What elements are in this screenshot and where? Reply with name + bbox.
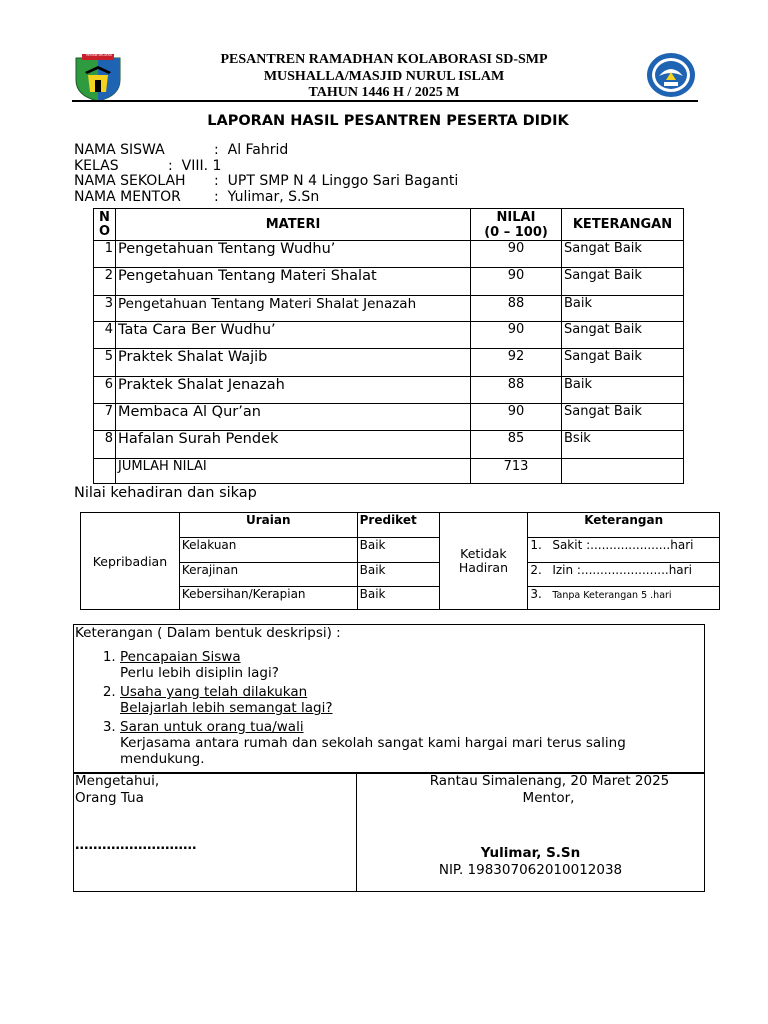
mentor-signature [357,773,704,879]
logo-caption: PESISIR SELATAN [86,53,112,57]
uraian-cell: Kerajinan [179,563,357,587]
grades-header-row [94,209,684,241]
description-list [74,649,704,767]
col-nilai-header-line-1: NILAI [496,209,536,225]
attitude-table [80,512,720,610]
grade-nilai-cell: 88 [471,296,562,322]
ketidakhadiran-line-1: Ketidak [460,546,507,561]
col-keterangan-header: KETERANGAN [562,209,684,241]
grade-nilai-cell: 90 [471,322,562,349]
signature-box [73,772,705,892]
student-name-label: NAMA SISWA [74,142,165,158]
student-class-value: VIII. 1 [181,157,222,174]
student-class-label: KELAS [74,157,119,174]
grade-row [94,377,684,404]
total-empty-cell [94,459,116,484]
description-heading: Keterangan ( Dalam bentuk deskripsi) : [75,625,341,641]
grade-keterangan-cell: Sangat Baik [562,349,684,377]
col-uraian-header: Uraian [179,513,357,538]
grade-keterangan-cell: Sangat Baik [562,322,684,349]
prediket-cell: Baik [357,563,439,587]
student-mentor-value: Yulimar, S.Sn [227,188,320,205]
grade-keterangan-cell: Sangat Baik [562,404,684,431]
absence-number: 3. [530,587,542,601]
col-no-header-line-1: N [99,209,110,225]
parent-signature [75,773,197,854]
ketidakhadiran-line-2: Hadiran [458,560,509,575]
grade-materi-cell: Pengetahuan Tentang Wudhu’ [116,241,471,268]
description-item-title: 2. Usaha yang telah dilakukan [120,684,308,700]
grade-no-cell: 8 [94,431,116,459]
student-school-value: UPT SMP N 4 Linggo Sari Baganti [227,173,459,189]
student-mentor-row [74,190,594,206]
grade-row [94,431,684,459]
grade-row [94,296,684,322]
grade-materi-cell: Membaca Al Qur’an [116,404,471,431]
student-school-label: NAMA SEKOLAH [74,173,186,189]
description-item [120,684,704,716]
header-line-1: PESANTREN RAMADHAN KOLABORASI SD-SMP [220,52,548,67]
grade-materi-cell: Praktek Shalat Jenazah [116,377,471,404]
description-box [73,624,705,774]
mentor-role: Mentor, [522,790,575,806]
colon: : [214,188,219,205]
report-title: LAPORAN HASIL PESANTREN PESERTA DIDIK [207,113,569,129]
description-item [120,719,704,767]
prediket-cell: Baik [357,587,439,610]
acknowledged-label: Mengetahui, [75,773,160,789]
colon: : [168,157,173,174]
grade-row [94,349,684,377]
uraian-cell: Kebersihan/Kerapian [179,587,357,610]
grade-nilai-cell: 90 [471,268,562,296]
grade-row [94,241,684,268]
student-name-value: Al Fahrid [227,142,289,158]
parent-label: Orang Tua [75,790,144,806]
absence-text: Izin :.......................hari [552,563,692,577]
grade-keterangan-cell: Sangat Baik [562,241,684,268]
header-divider [72,100,698,102]
grade-materi-cell: Hafalan Surah Pendek [116,431,471,459]
grade-no-cell: 2 [94,268,116,296]
grade-no-cell: 6 [94,377,116,404]
grade-keterangan-cell: Baik [562,296,684,322]
grade-row [94,322,684,349]
grade-materi-cell: Tata Cara Ber Wudhu’ [116,322,471,349]
header-line-2: MUSHALLA/MASJID NURUL ISLAM [263,69,505,84]
ketidakhadiran-label [439,513,528,610]
student-class-row [74,159,594,175]
parent-signature-line: ……………………… [75,837,197,853]
student-info [74,143,594,205]
description-item-detail: Belajarlah lebih semangat lagi? [120,700,333,716]
description-item-detail: Kerjasama antara rumah dan sekolah sangat kami hargai mari terus saling mendukung. [120,735,626,767]
attendance-heading: Nilai kehadiran dan sikap [74,485,257,501]
col-no-header [94,209,116,241]
uraian-cell: Kelakuan [179,538,357,563]
grades-total-row [94,459,684,484]
description-item-title: 3. Saran untuk orang tua/wali [120,719,304,735]
grade-nilai-cell: 88 [471,377,562,404]
grade-no-cell: 4 [94,322,116,349]
description-item-title: 1. Pencapaian Siswa [120,649,241,665]
grade-nilai-cell: 92 [471,349,562,377]
grade-keterangan-cell: Sangat Baik [562,268,684,296]
absence-cell [528,587,720,610]
student-name-row [74,143,594,159]
mentor-name: Yulimar, S.Sn [480,845,581,861]
grade-keterangan-cell: Baik [562,377,684,404]
absence-cell [528,538,720,563]
colon: : [214,142,219,158]
col-nilai-header-line-2: (0 – 100) [484,224,548,240]
absence-number: 2. [530,563,542,577]
col-no-header-line-2: O [98,223,111,239]
grade-nilai-cell: 90 [471,241,562,268]
grade-no-cell: 5 [94,349,116,377]
grade-keterangan-cell: Bsik [562,431,684,459]
col-nilai-header [471,209,562,241]
student-school-row [74,174,594,190]
grade-no-cell: 7 [94,404,116,431]
total-keterangan-cell [562,459,684,484]
grade-no-cell: 3 [94,296,116,322]
grade-materi-cell: Praktek Shalat Wajib [116,349,471,377]
header-line-3: TAHUN 1446 H / 2025 M [308,85,460,100]
grade-materi-cell: Pengetahuan Tentang Materi Shalat Jenazah [116,296,471,322]
prediket-cell: Baik [357,538,439,563]
mentor-nip: NIP. 198307062010012038 [438,862,623,878]
absence-text: Tanpa Keterangan 5 .hari [552,590,672,601]
absence-cell [528,563,720,587]
student-mentor-label: NAMA MENTOR [74,188,181,205]
place-date: Rantau Simalenang, 20 Maret 2025 [429,773,670,789]
grade-row [94,268,684,296]
kepribadian-label: Kepribadian [81,513,180,610]
grade-row [94,404,684,431]
total-value: 713 [471,459,562,484]
col-prediket-header: Prediket [357,513,439,538]
grade-no-cell: 1 [94,241,116,268]
grade-nilai-cell: 85 [471,431,562,459]
grades-table [93,208,684,484]
absence-number: 1. [530,538,542,552]
grade-materi-cell: Pengetahuan Tentang Materi Shalat [116,268,471,296]
grade-nilai-cell: 90 [471,404,562,431]
description-item-detail: Perlu lebih disiplin lagi? [120,665,279,681]
grades-body [94,241,684,459]
colon: : [214,173,219,189]
col-keterangan-header: Keterangan [528,513,720,538]
absence-text: Sakit :.....................hari [552,538,694,552]
description-item [120,649,704,681]
total-label: JUMLAH NILAI [116,459,471,484]
col-materi-header: MATERI [116,209,471,241]
attitude-header-row [81,513,720,538]
